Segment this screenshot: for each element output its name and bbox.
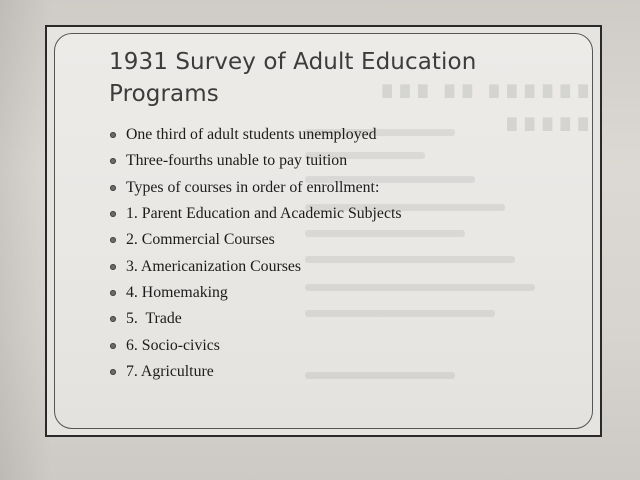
bullet-text: Types of courses in order of enrollment: — [126, 178, 380, 196]
bullet-icon — [110, 316, 116, 322]
bullet-text: 6. Socio-civics — [126, 336, 220, 354]
bullet-text: 5. Trade — [126, 310, 182, 328]
bullet-item — [110, 148, 402, 174]
bullet-icon — [110, 132, 116, 138]
bullet-text: Three-fourths unable to pay tuition — [126, 152, 348, 170]
bullet-text: 1. Parent Education and Academic Subjects — [126, 205, 402, 223]
bullet-icon — [110, 343, 116, 349]
bullet-item — [110, 201, 402, 227]
slide-title — [109, 46, 529, 110]
bullet-item — [110, 306, 402, 332]
bullet-item — [110, 359, 402, 385]
slide-title-line-1: 1931 Survey of Adult Education — [109, 49, 477, 75]
slide-title-line-2: Programs — [109, 81, 219, 107]
bullet-list — [110, 122, 402, 385]
bullet-item — [110, 227, 402, 253]
bullet-text: 4. Homemaking — [126, 283, 228, 301]
bullet-item — [110, 122, 402, 148]
bullet-item — [110, 280, 402, 306]
bullet-icon — [110, 369, 116, 375]
slide-frame — [45, 25, 602, 437]
bullet-text: 2. Commercial Courses — [126, 231, 275, 249]
bullet-icon — [110, 264, 116, 270]
bullet-icon — [110, 158, 116, 164]
bullet-text: One third of adult students unemployed — [126, 126, 377, 144]
bullet-item — [110, 253, 402, 279]
bullet-icon — [110, 290, 116, 296]
bullet-icon — [110, 237, 116, 243]
bullet-icon — [110, 185, 116, 191]
bullet-item — [110, 175, 402, 201]
bullet-icon — [110, 211, 116, 217]
show-through-heading: ∎∎∎∎∎∎ ∎∎ ∎∎∎ ∎∎∎∎∎ — [378, 72, 592, 138]
bullet-item — [110, 332, 402, 358]
bullet-text: 3. Americanization Courses — [126, 257, 302, 275]
slide-panel — [54, 33, 593, 429]
bullet-text: 7. Agriculture — [126, 362, 214, 380]
